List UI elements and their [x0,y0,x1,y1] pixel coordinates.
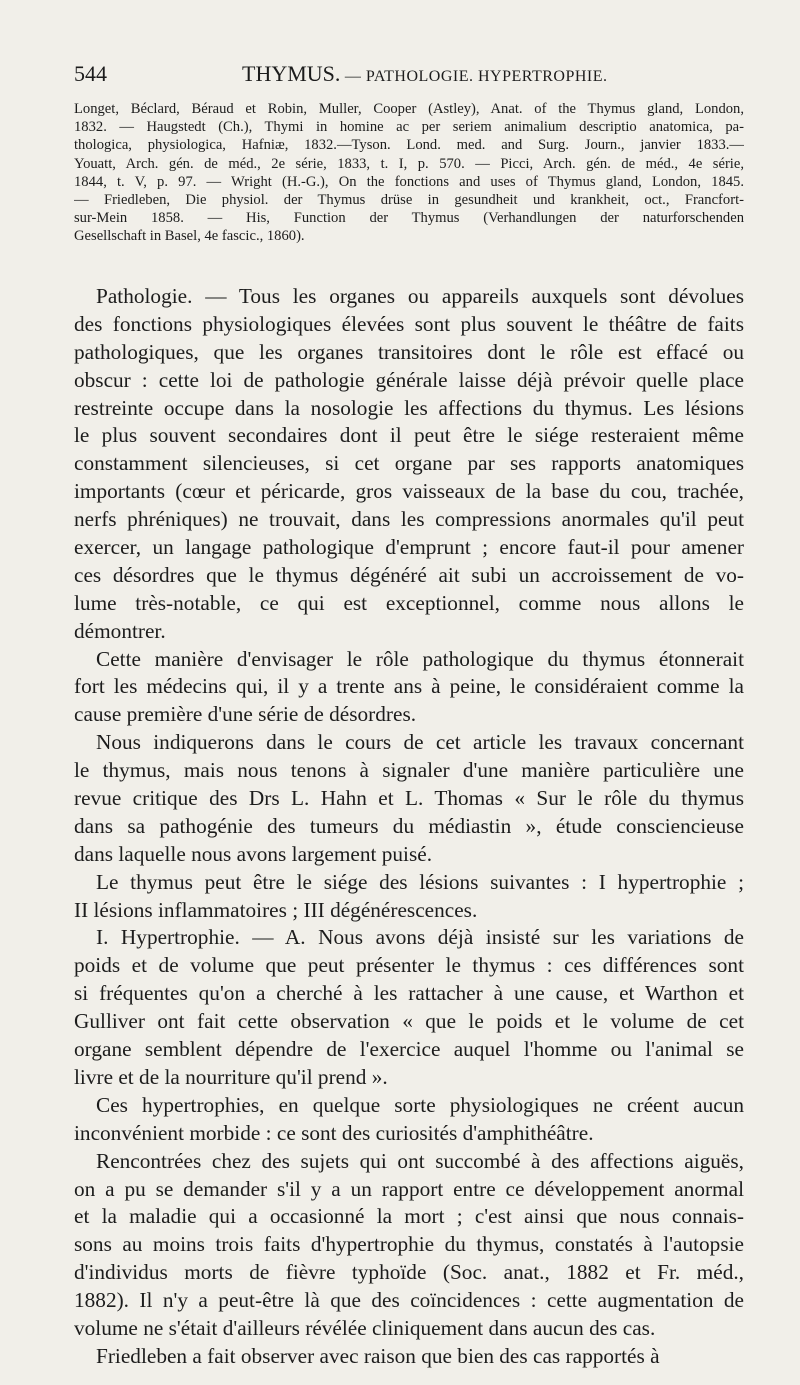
running-header [74,62,754,90]
text-line: des fonctions physiologiques élevées sont plus souvent le théâtre de faits [74,311,744,336]
text-line: livre et de la nourriture qu'il prend ». [74,1064,388,1089]
text-line: volume ne s'était d'ailleurs révélée cliniquement dans aucun des cas. [74,1315,656,1340]
paragraph [74,1343,744,1371]
text-line: fort les médecins qui, il y a trente ans à peine, le considéraient comme la [74,674,744,699]
text-line: Rencontrées chez des sujets qui ont succombé à des affections aiguës, [96,1148,744,1173]
text-line: inconvénient morbide : ce sont des curiosités d'amphithéâtre. [74,1120,594,1145]
text-line: pathologiques, que les organes transitoires dont le rôle est effacé ou [74,339,744,364]
bibliography-line: Youatt, Arch. gén. de méd., 2e série, 1833, t. I, p. 570. — Picci, Arch. gén. de méd., 4e série, [74,155,744,172]
text-line: Pathologie. — Tous les organes ou appareils auxquels sont dévolues [96,284,744,308]
text-line: 1882). Il n'y a peut-être là que des coïncidences : cette augmentation de [74,1288,744,1313]
text-line: Ces hypertrophies, en quelque sorte physiologiques ne créent aucun [96,1092,744,1117]
text-line: Nous indiquerons dans le cours de cet article les travaux concernant [96,730,744,755]
text-line: dans laquelle nous avons largement puisé. [74,841,433,866]
text-line: Cette manière d'envisager le rôle pathologique du thymus étonnerait [96,646,744,671]
bibliography-line: 1844, t. V, p. 97. — Wright (H.-G.), On the fonctions and uses of Thymus gland, London, 1845. [74,173,744,190]
text-line: II lésions inflammatoires ; III dégénérescences. [74,897,478,922]
text-line: constamment silencieuses, si cet organe par ses rapports anatomiques [74,451,744,476]
text-line: lume très-notable, ce qui est exceptionnel, comme nous allons le [74,590,744,615]
running-title [242,62,608,89]
text-line: restreinte occupe dans la nosologie les affections du thymus. Les lésions [74,395,744,420]
text-line: revue critique des Drs L. Hahn et L. Thomas « Sur le rôle du thymus [74,786,744,811]
paragraph [74,1092,744,1148]
page-number: 544 [74,61,107,86]
bibliography-line: — Friedleben, Die physiol. der Thymus drüse in gesundheit und krankheit, oct., Francfort- [74,191,744,208]
text-line: exercer, un langage pathologique d'emprunt ; encore faut-il pour amener [74,535,744,560]
paragraph [74,646,744,730]
bibliography-line: Gesellschaft in Basel, 4e fascic., 1860). [74,228,305,245]
bibliography-line: thologica, physiologica, Hafniæ, 1832.—Tyson. Lond. med. and Surg. Journ., janvier 1833.— [74,137,744,154]
paragraph [74,729,744,868]
bibliography-line: 1832. — Haugstedt (Ch.), Thymi in homine ac per seriem animalium descriptio anatomica, pa- [74,119,744,136]
text-line: cause première d'une série de désordres. [74,702,417,727]
text-line: Le thymus peut être le siége des lésions suivantes : I hypertrophie ; [96,869,744,894]
text-line: obscur : cette loi de pathologie générale laisse déjà prévoir quelle place [74,367,744,392]
paragraph [74,283,744,646]
text-line: organe semblent dépendre de l'exercice auquel l'homme ou l'animal se [74,1037,744,1062]
text-line: on a pu se demander s'il y a un rapport entre ce développement anormal [74,1176,744,1201]
text-line: sons au moins trois faits d'hypertrophie du thymus, constatés à l'autopsie [74,1232,744,1257]
text-line: ces désordres que le thymus dégénéré ait subi un accroissement de vo- [74,562,744,587]
bibliography-line: sur-Mein 1858. — His, Function der Thymus (Verhandlungen der naturforschenden [74,210,744,227]
text-line: nerfs phréniques) ne trouvait, dans les compressions anormales qu'il peut [74,507,744,532]
bibliography-block [74,100,744,246]
main-text [74,283,744,1371]
text-line: et la maladie qui a occasionné la mort ; c'est ainsi que nous connais- [74,1204,744,1229]
text-line: Friedleben a fait observer avec raison que bien des cas rapportés à [96,1343,660,1368]
text-line: le plus souvent secondaires dont il peut être le siége resteraient même [74,423,744,448]
text-line: d'individus morts de fièvre typhoïde (Soc. anat., 1882 et Fr. méd., [74,1260,744,1285]
running-title-sub: — PATHOLOGIE. HYPERTROPHIE. [340,68,608,85]
text-line: I. Hypertrophie. — A. Nous avons déjà insisté sur les variations de [96,925,744,950]
text-line: démontrer. [74,618,166,643]
paragraph [74,1148,744,1343]
paragraph [74,924,744,1091]
text-line: Gulliver ont fait cette observation « que le poids et le volume de cet [74,1009,744,1034]
text-line: importants (cœur et péricarde, gros vaisseaux de la base du cou, trachée, [74,479,744,504]
paragraph [74,869,744,925]
text-line: le thymus, mais nous tenons à signaler d'une manière particulière une [74,758,744,783]
text-line: si fréquentes qu'on a cherché à les rattacher à une cause, et Warthon et [74,981,744,1006]
text-line: dans sa pathogénie des tumeurs du médiastin », étude consciencieuse [74,813,744,838]
running-title-main: THYMUS. [242,61,341,86]
bibliography-line: Longet, Béclard, Béraud et Robin, Muller, Cooper (Astley), Anat. of the Thymus gland, London, [74,101,744,117]
text-line: poids et de volume que peut présenter le thymus : ces différences sont [74,953,744,978]
